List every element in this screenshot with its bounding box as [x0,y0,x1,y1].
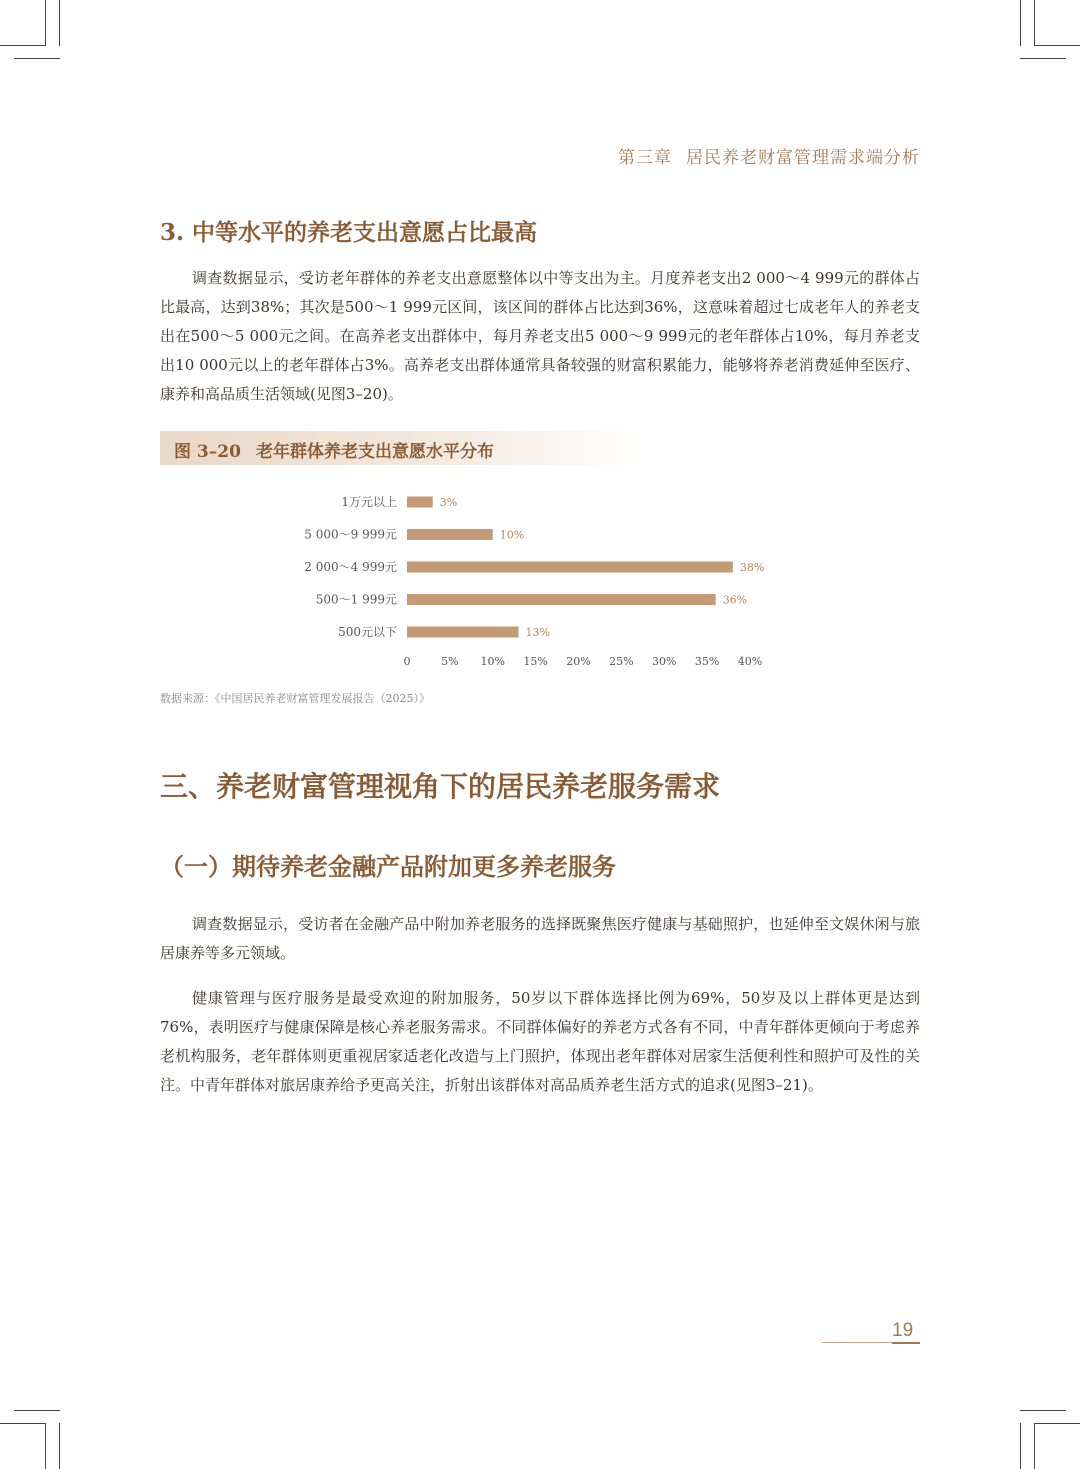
main-section-heading: 三、养老财富管理视角下的居民养老服务需求 [160,770,721,803]
bar [407,562,733,573]
x-tick-label: 35% [694,655,720,668]
page-number: 19 [892,1320,914,1341]
x-tick-label: 10% [480,655,505,668]
data-label: 38% [739,561,765,574]
category-label: 500元以下 [338,625,397,639]
page-number-underline [892,1342,920,1344]
bar [407,594,716,605]
category-label: 500～1 999元 [315,592,397,607]
bar [407,529,493,540]
bar [407,627,518,638]
category-label: 5 000～9 999元 [304,527,397,542]
crop-mark [1020,1410,1066,1411]
x-tick-label: 0 [403,655,411,668]
data-label: 10% [499,528,525,542]
section-heading: 3. 中等水平的养老支出意愿占比最高 [160,219,538,246]
category-label: 2 000～4 999元 [304,560,397,574]
crop-mark [1034,1423,1035,1469]
crop-mark [0,1423,46,1424]
bar [407,497,433,508]
crop-mark [1034,1423,1080,1424]
x-tick-label: 20% [566,655,591,668]
x-tick-label: 15% [523,655,548,668]
figure-source: 数据来源：《中国居民养老财富管理发展报告（2025）》 [160,692,430,705]
data-label: 3% [439,496,458,509]
data-label: 13% [525,626,550,639]
chapter-number: 第三章 [618,148,672,168]
crop-mark [1034,0,1035,46]
crop-mark [14,58,60,59]
figure-caption [160,431,640,465]
crop-mark [1020,1423,1021,1469]
crop-mark [1034,45,1080,46]
crop-mark [1020,58,1066,59]
x-tick-label: 30% [652,655,677,668]
crop-mark [45,0,46,46]
figure-title: 老年群体养老支出意愿水平分布 [256,442,494,462]
crop-mark [14,1410,60,1411]
crop-mark [59,1423,60,1469]
chapter-title: 居民养老财富管理需求端分析 [686,148,920,168]
subsection-paragraph-2: 健康管理与医疗服务是最受欢迎的附加服务，50岁以下群体选择比例为69%，50岁及以上群体更是达到76%，表明医疗与健康保障是核心养老服务需求。不同群体偏好的养老方式各有不同，中青年群体更倾向于考虑养老机构服务，老年群体则更重视居家适老化改造与上门照护，体现出老年群体对居家生活便利性和照护可及性的关注。中青年群体对旅居康养给予更高关注，折射出该群体对高品质养老生活方式的追求(见图3–21)。 [160,989,920,1094]
x-tick-label: 5% [441,655,459,668]
category-label: 1万元以上 [341,495,397,509]
x-tick-label: 40% [737,655,763,668]
running-header [604,143,920,168]
x-tick-label: 25% [609,655,634,668]
crop-mark [0,45,46,46]
crop-mark [59,0,60,46]
section-paragraph: 调查数据显示，受访老年群体的养老支出意愿整体以中等支出为主。月度养老支出2 000～4 999元的群体占比最高，达到38%；其次是500～1 999元区间，该区间的群体占比达到36%，这意味着超过七成老年人的养老支出在500～5 000元之间。在高养老支出群体中，每月养老支出5 000～9 999元的老年群体占10%，每月养老支出10 000元以上的老年群体占3%。高养老支出群体通常具备较强的财富积累能力，能够将养老消费延伸至医疗、康养和高品质生活领域(见图3–20)。 [160,269,920,403]
data-label: 36% [722,593,748,607]
subsection-paragraph-1: 调查数据显示，受访者在金融产品中附加养老服务的选择既聚焦医疗健康与基础照护，也延伸至文娱休闲与旅居康养等多元领域。 [160,915,920,962]
crop-mark [1020,0,1021,46]
figure-number: 图 3–20 [174,442,241,462]
subsection-heading: （一）期待养老金融产品附加更多养老服务 [160,852,616,881]
crop-mark [45,1423,46,1469]
